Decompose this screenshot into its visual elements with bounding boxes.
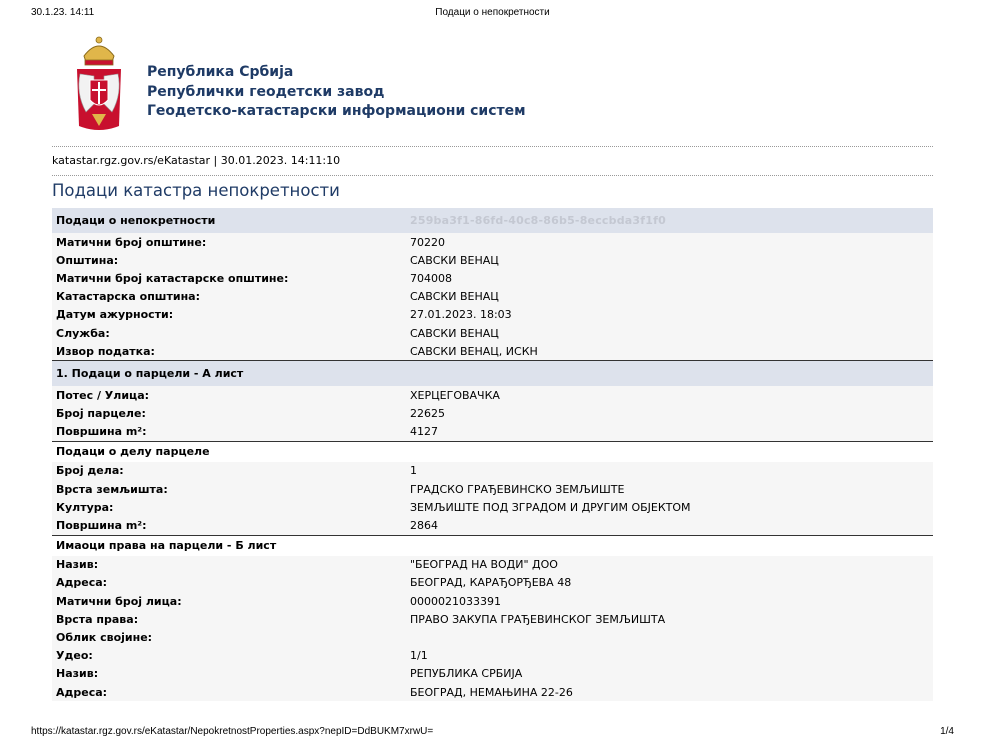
org-line-2: Републички геодетски завод (147, 83, 385, 100)
row-label: Врста права: (56, 612, 139, 626)
table-row (52, 324, 933, 342)
row-label: Матични број општине: (56, 235, 207, 249)
print-url: https://katastar.rgz.gov.rs/eKatastar/NepokretnostProperties.aspx?nepID=DdBUKM7xrwU= (31, 726, 434, 737)
row-value: "БЕОГРАД НА ВОДИ" ДОО (410, 558, 558, 572)
row-value: 70220 (410, 235, 445, 249)
property-id: 259ba3f1-86fd-40c8-86b5-8eccbda3f1f0 (410, 214, 666, 227)
organization-name (147, 63, 526, 122)
row-value: ГРАДСКО ГРАЂЕВИНСКО ЗЕМЉИШТЕ (410, 482, 625, 496)
print-title: Подаци о непокретности (435, 7, 550, 18)
row-label: Адреса: (56, 685, 108, 699)
row-label: Извор податка: (56, 344, 155, 358)
row-label: Број дела: (56, 464, 124, 478)
row-label: Матични број катастарске општине: (56, 271, 289, 285)
table-row (52, 423, 933, 441)
row-value: 1/1 (410, 649, 428, 663)
table-row (52, 592, 933, 610)
row-label: Општина: (56, 253, 119, 267)
row-value: РЕПУБЛИКА СРБИЈА (410, 667, 523, 681)
table-row (52, 306, 933, 324)
row-label: Површина m²: (56, 425, 147, 439)
row-value: ЗЕМЉИШТЕ ПОД ЗГРАДОМ И ДРУГИМ ОБЈЕКТОМ (410, 500, 691, 514)
table-row (52, 405, 933, 423)
row-value: САВСКИ ВЕНАЦ (410, 253, 499, 267)
org-line-1: Република Србија (147, 64, 294, 80)
table-row (52, 574, 933, 592)
row-value: 0000021033391 (410, 594, 501, 608)
page-title: Подаци катастра непокретности (52, 181, 340, 200)
owners-section-title: Имаоци права на парцели - Б лист (52, 535, 933, 556)
row-value: САВСКИ ВЕНАЦ, ИСКН (410, 344, 538, 358)
print-footer (31, 726, 954, 740)
property-section-title: Подаци о непокретности (56, 214, 216, 227)
table-row (52, 610, 933, 628)
row-value: 27.01.2023. 18:03 (410, 308, 512, 322)
row-value: САВСКИ ВЕНАЦ (410, 326, 499, 340)
row-label: Назив: (56, 558, 99, 572)
row-value: 704008 (410, 271, 452, 285)
table-row (52, 516, 933, 534)
row-value: САВСКИ ВЕНАЦ (410, 290, 499, 304)
parcel-part-section-title: Подаци о делу парцеле (52, 441, 933, 462)
org-line-3: Геодетско-катастарски информациони систем (147, 103, 526, 119)
serbia-coat-of-arms-icon (74, 34, 124, 132)
table-row (52, 665, 933, 683)
table-row (52, 683, 933, 701)
table-row (52, 233, 933, 251)
print-header (31, 7, 954, 21)
table-row (52, 647, 933, 665)
owners-rows (52, 556, 933, 702)
parcel-part-rows (52, 462, 933, 535)
row-value: 22625 (410, 407, 445, 421)
property-section-header (52, 208, 933, 233)
row-label: Удео: (56, 649, 93, 663)
parcel-rows (52, 386, 933, 441)
print-date: 30.1.23. 14:11 (31, 7, 95, 18)
row-value: 2864 (410, 519, 438, 533)
table-row (52, 386, 933, 404)
table-row (52, 628, 933, 646)
cadastre-data-table (52, 208, 933, 701)
table-row (52, 556, 933, 574)
row-label: Адреса: (56, 576, 108, 590)
table-row (52, 342, 933, 360)
row-value: БЕОГРАД, НЕМАЊИНА 22-26 (410, 685, 573, 699)
row-label: Врста земљишта: (56, 482, 168, 496)
row-label: Служба: (56, 326, 110, 340)
row-value: ПРАВО ЗАКУПА ГРАЂЕВИНСКОГ ЗЕМЉИШТА (410, 612, 666, 626)
row-label: Назив: (56, 667, 99, 681)
row-label: Катастарска општина: (56, 290, 200, 304)
row-value: 4127 (410, 425, 438, 439)
table-row (52, 269, 933, 287)
table-row (52, 462, 933, 480)
row-label: Површина m²: (56, 519, 147, 533)
row-label: Број парцеле: (56, 407, 146, 421)
row-label: Матични број лица: (56, 594, 182, 608)
row-label: Датум ажурности: (56, 308, 174, 322)
table-row (52, 480, 933, 498)
parcel-section-title: 1. Подаци о парцели - А лист (56, 367, 244, 381)
table-row (52, 498, 933, 516)
row-label: Култура: (56, 500, 114, 514)
row-value: 1 (410, 464, 417, 478)
property-rows (52, 233, 933, 360)
letterhead (74, 34, 674, 134)
source-timestamp: katastar.rgz.gov.rs/eKatastar | 30.01.2023. 14:11:10 (52, 146, 933, 176)
table-row (52, 288, 933, 306)
table-row (52, 251, 933, 269)
row-value: ХЕРЦЕГОВАЧКА (410, 388, 500, 402)
parcel-section-header (52, 360, 933, 386)
row-value: БЕОГРАД, КАРАЂОРЂЕВА 48 (410, 576, 572, 590)
row-label: Облик својине: (56, 630, 153, 644)
row-label: Потес / Улица: (56, 388, 150, 402)
page-number: 1/4 (940, 726, 954, 737)
